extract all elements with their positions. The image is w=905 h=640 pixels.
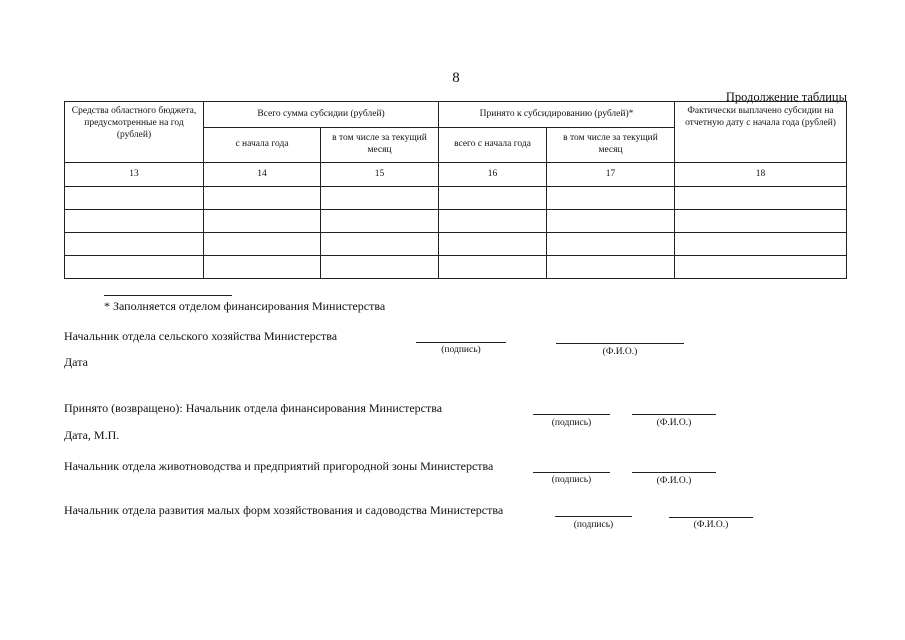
footnote-rule	[104, 295, 232, 296]
name-caption: (Ф.И.О.)	[656, 418, 692, 428]
date-seal-label: Дата, М.П.	[64, 428, 120, 442]
accepted-header: Принято к субсидированию (рублей)*	[439, 102, 675, 128]
table-cell[interactable]	[547, 210, 675, 233]
table-row	[65, 187, 847, 210]
table-cell[interactable]	[547, 256, 675, 279]
name-line[interactable]	[556, 343, 684, 344]
column-number: 18	[675, 163, 847, 187]
name-caption: (Ф.И.О.)	[656, 476, 692, 486]
table-row	[65, 210, 847, 233]
date-label: Дата	[64, 355, 88, 369]
table-cell[interactable]	[204, 233, 321, 256]
actual-paid-header: Фактически выплачено субсидии на отчетную дату с начала года (рублей)	[675, 102, 847, 163]
sub-header-total-from-year-start: всего с начала года	[439, 128, 547, 163]
column-number: 15	[321, 163, 439, 187]
signature-caption: (подпись)	[573, 520, 614, 530]
column-number: 16	[439, 163, 547, 187]
table-cell[interactable]	[321, 210, 439, 233]
table-cell[interactable]	[65, 256, 204, 279]
table-cell[interactable]	[65, 233, 204, 256]
signature-caption: (подпись)	[441, 345, 481, 355]
table-cell[interactable]	[321, 233, 439, 256]
col13-header: Средства областного бюджета, предусмотренные на год (рублей)	[65, 102, 204, 163]
name-line[interactable]	[632, 472, 716, 473]
table-cell[interactable]	[675, 256, 847, 279]
table-cell[interactable]	[547, 233, 675, 256]
table-cell[interactable]	[675, 233, 847, 256]
signature-caption: (подпись)	[551, 418, 592, 428]
small-forms-head-label: Начальник отдела развития малых форм хозяйствования и садоводства Министерства	[64, 503, 504, 517]
table-row	[65, 256, 847, 279]
signature-line[interactable]	[555, 516, 632, 517]
continuation-label: Продолжение таблицы	[725, 90, 847, 104]
signature-caption: (подпись)	[551, 475, 592, 485]
agri-head-label: Начальник отдела сельского хозяйства Министерства	[64, 329, 338, 343]
page-number: 8	[452, 70, 460, 86]
table-cell[interactable]	[439, 233, 547, 256]
name-line[interactable]	[669, 517, 753, 518]
signature-line[interactable]	[416, 342, 506, 343]
column-number: 13	[65, 163, 204, 187]
footnote: * Заполняется отделом финансирования Министерства	[104, 299, 386, 313]
table-cell[interactable]	[204, 256, 321, 279]
signature-line[interactable]	[533, 472, 610, 473]
table-row	[65, 233, 847, 256]
name-caption: (Ф.И.О.)	[693, 520, 729, 530]
table-cell[interactable]	[65, 210, 204, 233]
table-cell[interactable]	[204, 210, 321, 233]
column-number: 17	[547, 163, 675, 187]
accepted-returned-label: Принято (возвращено): Начальник отдела финансирования Министерства	[64, 401, 443, 415]
table-cell[interactable]	[675, 210, 847, 233]
signature-line[interactable]	[533, 414, 610, 415]
table-cell[interactable]	[65, 187, 204, 210]
name-caption: (Ф.И.О.)	[602, 347, 638, 357]
name-line[interactable]	[632, 414, 716, 415]
table-cell[interactable]	[321, 187, 439, 210]
sub-header-from-year-start: с начала года	[204, 128, 321, 163]
table-cell[interactable]	[321, 256, 439, 279]
sub-header-incl-current-month: в том числе за текущий месяц	[321, 128, 439, 163]
table-cell[interactable]	[204, 187, 321, 210]
table-cell[interactable]	[675, 187, 847, 210]
table-cell[interactable]	[439, 210, 547, 233]
table-cell[interactable]	[439, 256, 547, 279]
column-number: 14	[204, 163, 321, 187]
subsidy-table	[64, 101, 847, 279]
total-subsidy-header: Всего сумма субсидии (рублей)	[204, 102, 439, 128]
table-cell[interactable]	[547, 187, 675, 210]
livestock-head-label: Начальник отдела животноводства и предприятий пригородной зоны Министерства	[64, 459, 494, 473]
sub-header-incl-current-month-2: в том числе за текущий месяц	[547, 128, 675, 163]
table-cell[interactable]	[439, 187, 547, 210]
